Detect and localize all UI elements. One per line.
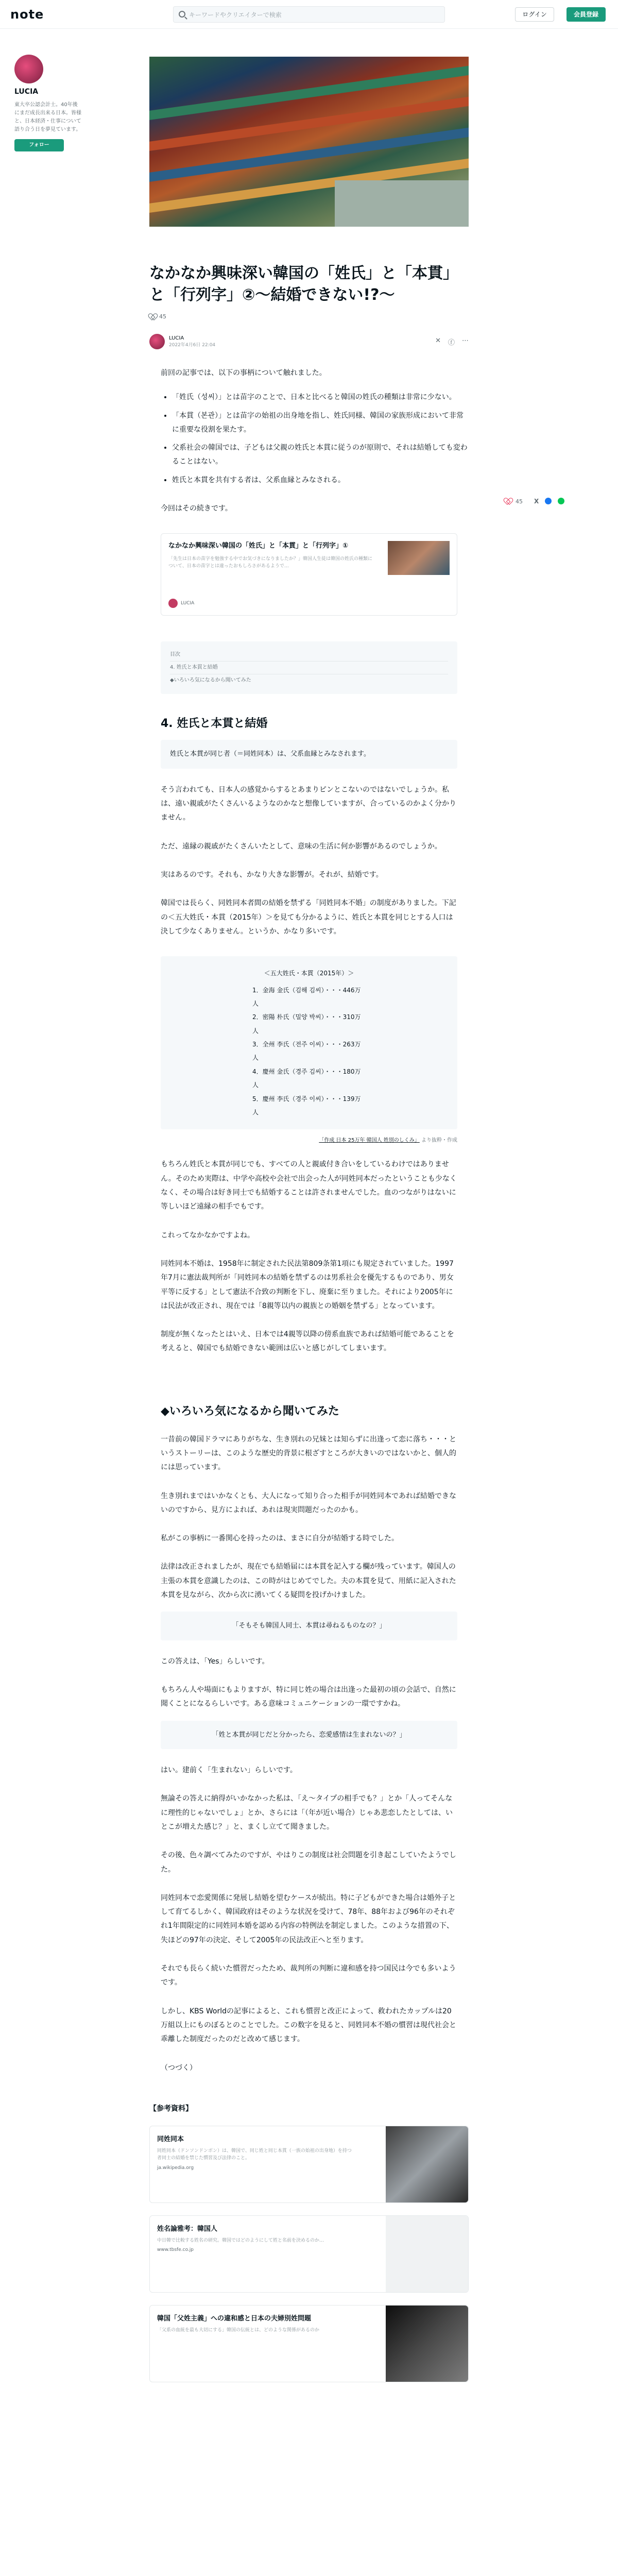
note-logo[interactable]: note (10, 7, 44, 22)
section-heading: 4. 姓氏と本貫と結婚 (161, 717, 268, 731)
source-suffix: より抜粋・作成 (421, 1138, 457, 1144)
paragraph: そう言われても、日本人の感覚からするとあまりピンとこないのではないでしょうか。私は、遠い親戚がたくさんいるようなのかなと想像していますが、合っているのかよく分かりません。 (161, 785, 456, 822)
references-heading: 【参考資料】 (149, 2104, 193, 2113)
reference-description: 同姓同本（ドンソンドンボン）は、韓国で、同じ姓と同じ本貫（一族の始祖の出身地）を持つ者同士の結婚を禁じた慣習及び法律のこと。 (157, 2148, 352, 2161)
creator-avatar[interactable] (14, 55, 43, 83)
x-icon[interactable]: ✕ (435, 336, 441, 345)
line-share-icon[interactable] (558, 498, 564, 504)
x-share-icon[interactable]: X (534, 498, 539, 505)
paragraph: それでも長らく続いた慣習だったため、裁判所の判断に違和感を持つ国民は今でも多いようです。 (161, 1964, 456, 1987)
reference-card[interactable] (149, 2126, 469, 2203)
paragraph: 無論その答えに納得がいかなかった私は、「え〜タイプの相手でも？」とか「人ってそんなに理性的じゃないでしょ」とか、さらには「（年が近い場合）じゃあ悲恋したとしては、いとこが増えた感じ？」と、まくし立てて聞きました。 (161, 1794, 453, 1831)
reference-description: 「父系の血統を最も大切にする」韓国の伝統とは、どのような関係があるのか (157, 2327, 320, 2333)
intro-paragraph: 前回の記事では、以下の事柄について触れました。 (161, 369, 327, 377)
ranking-row: 2．密陽 朴氏（밀양 박씨）・・・310万人 (252, 1013, 361, 1035)
continue-paragraph: 今回はその続きです。 (161, 504, 232, 513)
summary-list (149, 391, 469, 487)
reference-thumbnail (386, 2216, 468, 2292)
reference-title: 姓名論雅考：韓国人 (157, 2225, 218, 2233)
like-icon[interactable] (505, 498, 511, 504)
reference-title: 韓国「父姓主義」への違和感と日本の夫婦別姓問題 (157, 2314, 312, 2323)
embed-author-avatar (168, 599, 178, 608)
reference-url: ja.wikipedia.org (157, 2165, 194, 2171)
list-item: • 父系社会の韓国では、子どもは父親の姓氏と本貫に従うのが原則で、それは結婚しても変わることはない。 (172, 441, 469, 469)
creator-name[interactable]: LUCIA (14, 88, 39, 96)
reference-thumbnail (386, 2306, 468, 2382)
reference-card[interactable] (149, 2215, 469, 2293)
paragraph: 法律は改正されましたが、現在でも結婚届には本貫を記入する欄が残っています。韓国人の主張の本貫を意識したのは、この時がはじめてでした。夫の本貫を見て、用紙に記入された本貫を見ながら、次から次に湧いてくる疑問を投げかけました。 (161, 1563, 456, 1600)
paragraph: はい。建前く「生まれない」らしいです。 (161, 1766, 297, 1775)
signup-button[interactable]: 会員登録 (566, 7, 606, 22)
paragraph: もちろん姓氏と本貫が同じでも、すべての人と親戚付き合いをしているわけではありません。そのため実際は、中学や高校や会社で出会った人が同姓同本だったということも少なくなく、その場合は好き同士でも結婚することは許されませんでした。血のつながりはないに等しいほど遠縁の相手でもです。 (161, 1160, 457, 1211)
list-item: • 姓氏と本貫を共有する者は、父系血縁とみなされる。 (172, 473, 469, 487)
search-icon (179, 11, 185, 18)
floating-actions (505, 498, 564, 505)
toc-heading[interactable]: 目次 (170, 649, 448, 662)
reference-url: www.tbsfe.co.jp (157, 2247, 194, 2253)
publish-date: 2022年4月6日 22:04 (169, 342, 216, 348)
table-of-contents (161, 641, 457, 694)
paragraph: しかし、KBS Worldの記事によると、これも慣習と改正によって、救われたカップルは20万組以上にものぼるとのことでした。この数字を見ると、同姓同本不婚の慣習は現代社会と乖離した制度だったのだと改めて感じます。 (161, 2007, 456, 2044)
paragraph: 私がこの事柄に一番関心を持ったのは、まさに自分が結婚する時でした。 (161, 1534, 399, 1543)
reference-card[interactable] (149, 2305, 469, 2382)
list-item: • 「本貫（본관）」とは苗字の始祖の出身地を指し、姓氏同様、韓国の家族形成において非常に重要な役割を果たす。 (172, 409, 469, 437)
creator-bio: 東大卒公認会計士。40年後にまだ成長出来る日本。皆様と、日本経済・仕事について語り合う日を夢見ています。 (14, 102, 81, 132)
paragraph: 一昔前の韓国ドラマにありがちな、生き別れの兄妹とは知らずに出逢って恋に落ち・・・というストーリーは、このような歴史的背景に根ざすところが大きいのではないかと、個人的には思っています。 (161, 1435, 456, 1472)
more-icon[interactable]: ⋯ (462, 336, 469, 345)
like-count: 45 (159, 313, 166, 320)
closing-note: （つづく） (161, 2063, 197, 2072)
facebook-icon[interactable]: ⓕ (448, 338, 455, 347)
ranking-row: 1．金海 金氏（김해 김씨）・・・446万人 (252, 986, 361, 1007)
author-row (149, 331, 469, 352)
creator-profile (14, 55, 81, 151)
paragraph: その後、色々調べてみたのですが、やはりこの制度は社会問題を引き起こしていたようでした。 (161, 1851, 456, 1874)
paragraph: 制度が無くなったとはいえ、日本では4親等以降の傍系血族であれば結婚可能であることを考えると、韓国でも結婚できない範囲は広いと感じがしてしまいます。 (161, 1330, 454, 1353)
reference-description: 中日韓で比較する姓名の研究。韓国ではどのようにして姓と名前を決めるのか… (157, 2238, 324, 2243)
paragraph: 同姓同本で恋愛関係に発展し結婚を望むケースが続出。特に子どもができた場合は婚外子として育てるしかく、韓国政府はそのような状況を受けて、78年、88年および96年のそれぞれ1年間限定的に同姓同本婚を認める内容の特例法を制定しました。このような措置の下、失ほどの97年の決定、そして2005年の民法改正へと至ります。 (161, 1893, 456, 1944)
toc-item[interactable]: 4. 姓氏と本貫と結婚 (170, 662, 448, 674)
list-item: • 「姓氏（성씨）」とは苗字のことで、日本と比べると韓国の姓氏の種類は非常に少ない。 (172, 391, 469, 404)
embed-description: 「先生は日本の苗字を勉強する中でお気づきになりましたか？」韓国人生徒は韓国の姓氏の種類について、日本の苗字とは違ったおもしろさがあるようで… (168, 556, 373, 569)
paragraph: 同姓同本不婚は、1958年に制定された民法第809条第1項にも規定されていました。1997年7月に憲法裁判所が「同姓同本の結婚を禁ずるのは男系社会を優先するものであり、男女平等に反する」として憲法不合致の判断を下し、廃棄に至りました。それにより2005年には民法が改正され、現在では「8親等以内の親族との婚姻を禁ずる」となっています。 (161, 1259, 454, 1310)
embed-title: なかなか興味深い韓国の「姓氏」と「本貫」と「行列字」① (168, 542, 349, 550)
paragraph: 実はあるのです。それも、かなり大きな影響が。それが、結婚です。 (161, 870, 383, 879)
facebook-share-icon[interactable] (545, 498, 552, 504)
heart-icon[interactable] (149, 314, 156, 320)
embed-thumbnail (388, 541, 450, 575)
site-header (0, 0, 618, 29)
article (149, 57, 469, 2382)
article-title: なかなか興味深い韓国の「姓氏」と「本貫」と「行列字」②～結婚できない!?～ (149, 264, 458, 304)
follow-label: フォロー (29, 142, 49, 148)
paragraph: ただ、遠縁の親戚がたくさんいたとして、意味の生活に何か影響があるのでしょうか。 (161, 842, 442, 851)
like-row (149, 313, 469, 320)
ranking-row: 3．全州 李氏（전주 이씨）・・・263万人 (252, 1041, 361, 1062)
author-name[interactable]: LUCIA (169, 335, 184, 341)
login-button[interactable]: ログイン (515, 7, 554, 22)
paragraph: これってなかなかですよね。 (161, 1231, 254, 1240)
floating-like-count: 45 (516, 498, 523, 505)
search-input[interactable] (173, 6, 445, 23)
embedded-article-card[interactable] (161, 533, 457, 616)
paragraph: 生き別れまではいかなくとも、大人になって知り合った相手が同姓同本であれば結婚できないのですから、見方によれば、あれは現実問題だったのかも。 (161, 1492, 456, 1514)
quote-box: 「そもそも韓国人同士、本貫は尋ねるものなの？」 (161, 1612, 457, 1640)
hero-image (149, 57, 469, 227)
follow-button[interactable] (14, 139, 64, 151)
ranking-row: 5．慶州 李氏（경주 이씨）・・・139万人 (252, 1095, 361, 1116)
source-note (161, 1136, 457, 1143)
source-link[interactable]: 「作成 日本 25万年 韓国人 姓別のしくみ」 (319, 1138, 420, 1144)
author-avatar[interactable] (149, 334, 165, 349)
reference-title: 同姓同本 (157, 2135, 184, 2143)
section-heading: ◆いろいろ気になるから聞いてみた (161, 1404, 339, 1418)
paragraph: この答えは、「Yes」らしいです。 (161, 1657, 269, 1666)
embed-author: LUCIA (181, 601, 195, 606)
reference-thumbnail (386, 2126, 468, 2202)
surname-ranking-box (161, 956, 457, 1129)
paragraph: もちろん人や場面にもよりますが、特に同じ姓の場合は出逢った最初の頃の会話で、自然に聞くことになるらしいです。ある意味コミュニケーションの一環ですかね。 (161, 1686, 456, 1708)
quote-box: 「姓と本貫が同じだと分かったら、恋愛感情は生まれないの？」 (161, 1721, 457, 1749)
search-placeholder: キーワードやクリエイターで検索 (189, 11, 282, 19)
ranking-row: 4．慶州 金氏（경주 김씨）・・・180万人 (252, 1067, 361, 1089)
ranking-heading: ＜五大姓氏・本貫（2015年）＞ (264, 970, 354, 977)
quote-box: 姓氏と本貫が同じ者（＝同姓同本）は、父系血縁とみなされます。 (161, 740, 457, 768)
references (149, 2103, 469, 2382)
toc-item[interactable]: ◆いろいろ気になるから聞いてみた (170, 677, 251, 684)
paragraph: 韓国では長らく、同姓同本者間の結婚を禁ずる「同姓同本不婚」の制度がありました。下記の＜五大姓氏・本貫（2015年）＞を見ても分かるように、姓氏と本貫を同じとする人口は決して少なくありません。というか、かなり多いです。 (161, 899, 456, 936)
